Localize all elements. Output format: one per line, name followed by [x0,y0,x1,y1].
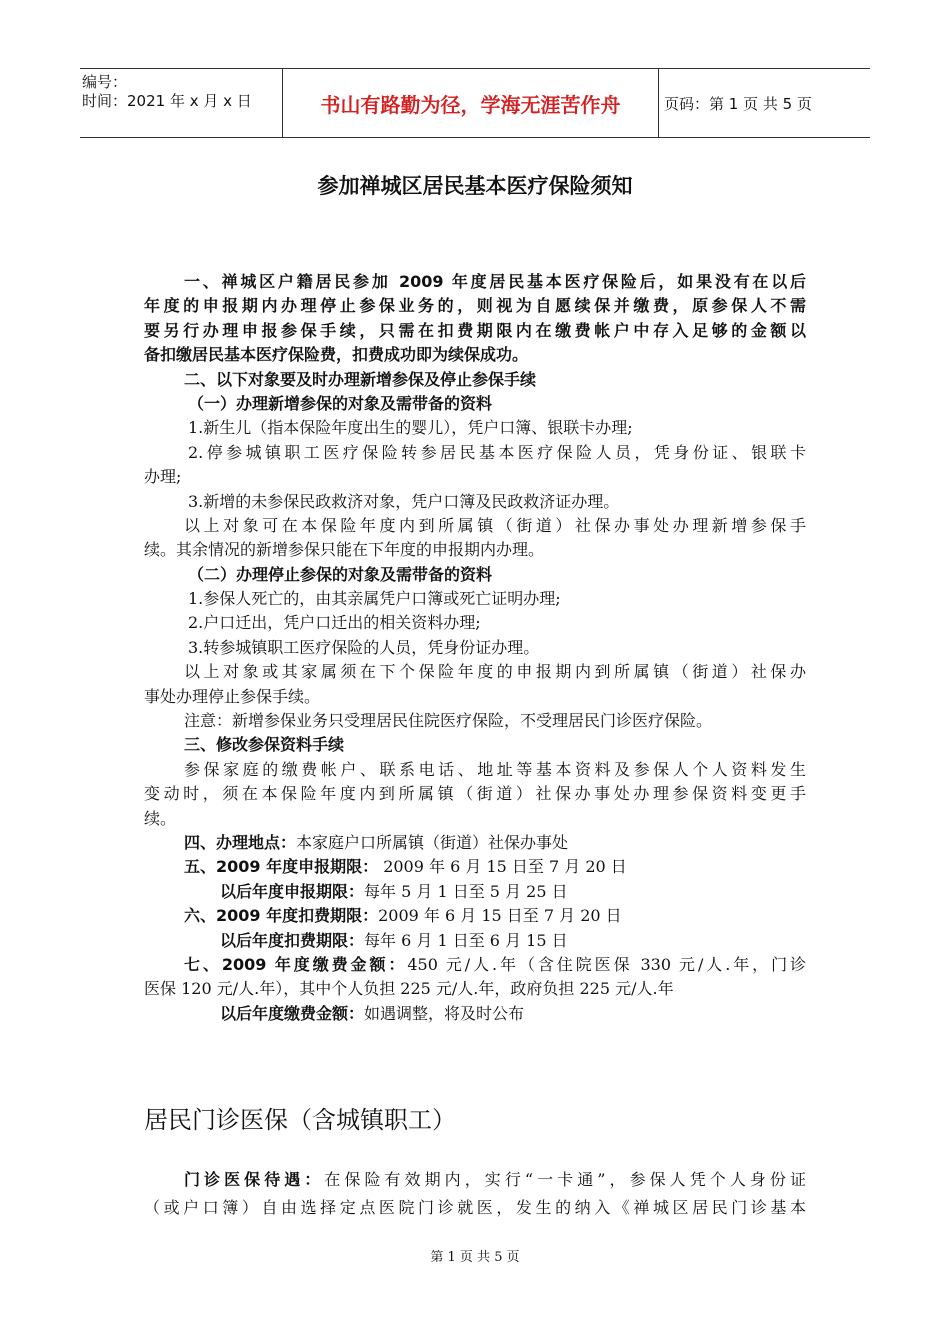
paragraph-line: 2.停参城镇职工医疗保险转参居民基本医疗保险人员，凭身份证、银联卡 [188,442,806,462]
header-meta [80,69,280,137]
schedule-line [144,880,806,904]
schedule-line [144,929,806,953]
paragraph-line: 1.新生儿（指本保险年度出生的婴儿），凭户口簿、银联卡办理; [188,418,633,438]
schedule-value: 每年 5 月 1 日至 5 月 25 日 [364,881,568,901]
paragraph-line: （或户口簿）自由选择定点医院门诊就医，发生的纳入《禅城区居民门诊基本 [144,1198,806,1217]
header-motto: 书山有路勤为径，学海无涯苦作舟 [282,69,659,137]
schedule-line [144,1002,806,1026]
paragraph-line: 要另行办理申报参保手续，只需在扣费期限内在缴费帐户中存入足够的金额以 [144,320,806,340]
paragraph-line: 1.参保人死亡的，由其亲属凭户口簿或死亡证明办理; [188,589,561,609]
schedule-label: 五、2009 年度申报期限： [184,857,379,877]
paragraph-line: 年度的申报期内办理停止参保业务的，则视为自愿续保并缴费，原参保人不需 [144,296,806,316]
doc-time-label: 时间：2021 年 x 月 x 日 [82,92,252,110]
paragraph-line: 3.转参城镇职工医疗保险的人员，凭身份证办理。 [188,637,540,657]
paragraph-line: 续。其余情况的新增参保只能在下年度的申报期内办理。 [144,540,545,560]
paragraph-line: 2.户口迁出，凭户口迁出的相关资料办理; [188,613,481,633]
paragraph-line: 注意：新增参保业务只受理居民住院医疗保险，不受理居民门诊医疗保险。 [184,711,713,731]
section-text: 在保险有效期内，实行“一卡通”，参保人凭个人身份证 [324,1170,806,1189]
page-footer: 第 1 页 共 5 页 [430,1250,520,1265]
schedule-value: 医保 120 元/人.年），其中个人负担 225 元/人.年，政府负担 225 元/人.年 [144,979,674,999]
section-heading: 居民门诊医保（含城镇职工） [144,1106,456,1134]
doc-number-label: 编号： [82,73,128,91]
paragraph-line: 变动时，须在本保险年度内到所属镇（街道）社保办事处办理参保资料变更手 [144,784,806,804]
paragraph-line: 参保家庭的缴费帐户、联系电话、地址等基本资料及参保人个人资料发生 [184,759,806,779]
paragraph-line: 以上对象可在本保险年度内到所属镇（街道）社保办事处办理新增参保手 [184,515,806,535]
paragraph-line [144,1166,806,1194]
paragraph-line: （一）办理新增参保的对象及需带备的资料 [188,393,493,413]
schedule-line [144,831,806,855]
paragraph-line: 办理; [144,467,182,487]
schedule-label: 六、2009 年度扣费期限： [184,906,379,926]
schedule-value: 2009 年 6 月 15 日至 7 月 20 日 [378,857,627,877]
schedule-label: 以后年度申报期限： [220,881,365,901]
section-label: 门诊医保待遇： [184,1170,325,1189]
paragraph-line: 事处办理停止参保手续。 [144,686,321,706]
section-body [144,1166,806,1222]
schedule-line [144,977,806,1001]
header-page-label: 页码：第 1 页 共 5 页 [664,95,812,113]
schedule-label: 以后年度扣费期限： [220,930,365,950]
schedule-line [144,855,806,879]
paragraph-line: 三、修改参保资料手续 [184,735,345,755]
schedule-value: 450 元/人.年（含住院医保 330 元/人.年，门诊 [407,954,806,974]
schedule-label: 四、办理地点： [184,832,297,852]
schedule-value: 本家庭户口所属镇（街道）社保办事处 [296,832,569,852]
paragraph-line: 一、禅城区户籍居民参加 2009 年度居民基本医疗保险后，如果没有在以后 [184,272,806,291]
schedule-label: 以后年度缴费金额： [220,1003,365,1023]
paragraph-line: 二、以下对象要及时办理新增参保及停止参保手续 [184,369,537,389]
schedule-line [144,904,806,928]
schedule-value: 每年 6 月 1 日至 6 月 15 日 [364,930,568,950]
paragraph-line: 以上对象或其家属须在下个保险年度的申报期内到所属镇（街道）社保办 [184,662,806,682]
schedule-value: 如遇调整，将及时公布 [364,1003,525,1023]
paragraph-line: 3.新增的未参保民政救济对象，凭户口簿及民政救济证办理。 [188,491,620,511]
schedule-line [144,953,806,977]
document-title: 参加禅城区居民基本医疗保险须知 [317,174,633,198]
page-header [80,68,870,138]
paragraph-line: （二）办理停止参保的对象及需带备的资料 [188,564,493,584]
schedule-value: 2009 年 6 月 15 日至 7 月 20 日 [378,906,622,926]
paragraph-line: 续。 [144,808,177,828]
paragraph-line: 备扣缴居民基本医疗保险费，扣费成功即为续保成功。 [144,345,529,365]
schedule-label: 七、2009 年度缴费金额： [184,954,408,974]
document-body [144,270,806,1026]
